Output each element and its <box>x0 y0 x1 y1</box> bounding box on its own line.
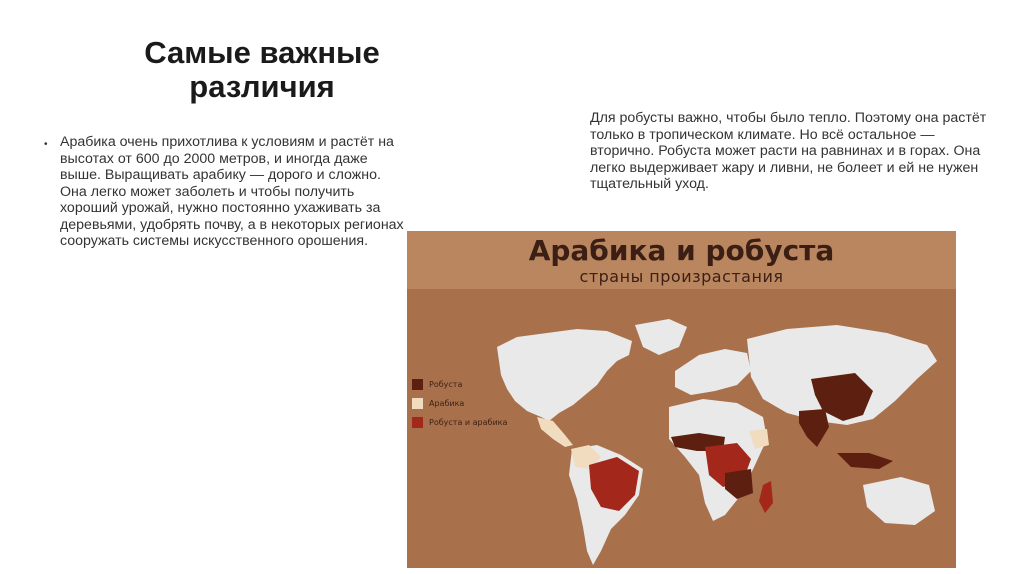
europe-landmass <box>675 349 751 395</box>
north-america-landmass <box>497 329 632 421</box>
australia-landmass <box>863 477 935 525</box>
legend-swatch <box>412 417 423 428</box>
legend-label: Робуста <box>429 379 463 389</box>
robusta-paragraph: Для робусты важно, чтобы было тепло. Поэтому она растёт только в тропическом климате. Но всё остальное — вторично. Робуста может расти на равнинах и в горах. Она легко выдерживает жару и ливни, не болеет и ей не нужен тщательный уход. <box>590 110 987 192</box>
coffee-map-figure <box>407 231 956 568</box>
legend-label: Робуста и арабика <box>429 417 508 427</box>
greenland-landmass <box>635 319 687 355</box>
legend-item-both <box>412 416 507 428</box>
legend-label: Арабика <box>429 398 465 408</box>
legend-swatch <box>412 379 423 390</box>
legend-item-robusta <box>412 378 507 390</box>
map-subtitle: страны произрастания <box>579 267 784 286</box>
map-header <box>407 231 956 289</box>
legend-item-arabica <box>412 397 507 409</box>
slide-title: Самые важные различия <box>144 35 380 104</box>
map-title: Арабика и робуста <box>528 234 835 267</box>
indonesia-region <box>837 453 893 469</box>
legend-swatch <box>412 398 423 409</box>
map-legend <box>412 378 507 435</box>
central-america-region <box>537 417 573 447</box>
arabica-paragraph: Арабика очень прихотлива к условиям и растёт на высотах от 600 до 2000 метров, и иногда даже выше. Выращивать арабику — дорого и сложно. Она легко может заболеть и чтобы получить хороший урожай, нужно постоянно ухаживать за деревьями, удобрять почву, а в некоторых регионах сооружать системы искусственного орошения. <box>60 134 404 249</box>
bullet-marker: • <box>44 139 48 150</box>
madagascar-region <box>759 481 773 513</box>
india-region <box>799 409 829 447</box>
